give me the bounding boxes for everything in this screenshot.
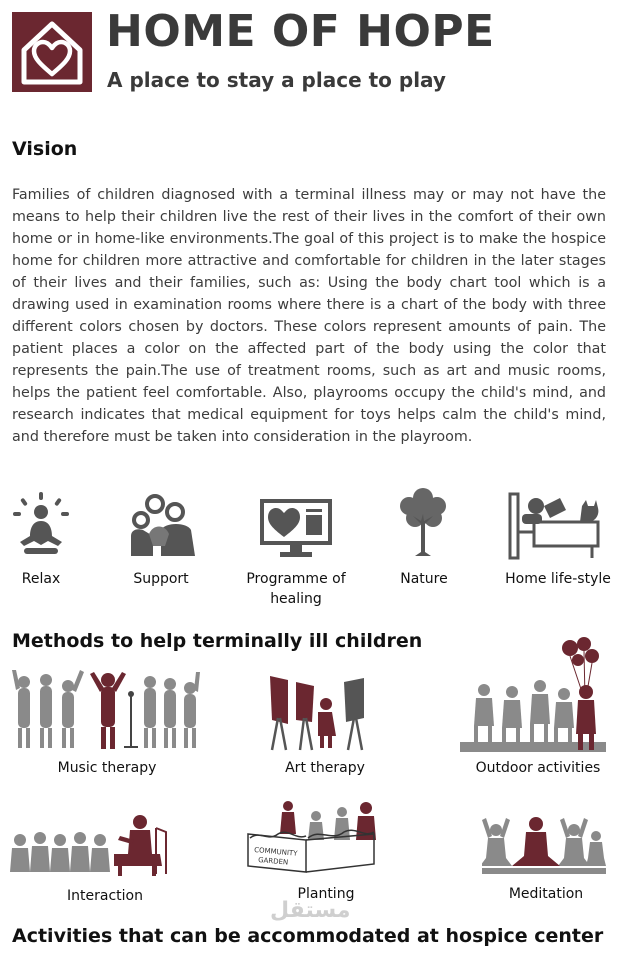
group-meditation-icon <box>482 814 606 880</box>
tree-icon <box>397 486 449 562</box>
page-subtitle: A place to stay a place to play <box>107 68 446 92</box>
methods-heading: Methods to help terminally ill children <box>12 630 423 652</box>
feature-label-support: Support <box>133 571 189 587</box>
feature-label-nature: Nature <box>400 571 448 587</box>
method-label-outdoor-activities: Outdoor activities <box>475 760 601 776</box>
watermark: مستقل <box>270 898 351 923</box>
feature-label-home-life-style: Home life-style <box>505 571 611 587</box>
svg-text:COMMUNITY: COMMUNITY <box>253 846 298 858</box>
children-playing-balloons-icon <box>460 636 606 758</box>
method-label-art-therapy: Art therapy <box>285 760 365 776</box>
method-label-planting: Planting <box>297 886 355 902</box>
family-support-icon <box>125 494 197 564</box>
method-label-interaction: Interaction <box>67 888 143 904</box>
activities-heading: Activities that can be accommodated at hospice center <box>12 925 604 947</box>
home-heart-logo <box>12 12 92 92</box>
vision-paragraph: Families of children diagnosed with a terminal illness may or may not have the means to help their children live the rest of their lives in the comfort of their own home or in home-like environments.The goal of this project is to make the hospice home for children more attractive and comfortable for children in the later stages of their lives and their families, such as: Using the body chart tool which is a drawing used in examination rooms where there is a chart of the body with three different colors chosen by doctors. These colors represent amounts of pain. The patient places a color on the affected part of the body using the color that represents the pain.The use of treatment rooms, such as art and music rooms, helps the patient feel comfortable. Also, playrooms occupy the child's mind, and research indicates that medical equipment for toys helps calm the child's mind, and therefore must be taken into consideration in the playroom. <box>12 187 606 445</box>
meditation-person-icon <box>10 490 72 564</box>
feature-label-relax: Relax <box>21 571 61 587</box>
easels-painting-icon <box>266 674 370 756</box>
bed-reading-icon <box>508 492 602 564</box>
method-label-meditation: Meditation <box>508 886 584 902</box>
svg-text:GARDEN: GARDEN <box>257 856 289 867</box>
feature-label-programme-of-healing: Programme of healing <box>246 571 346 607</box>
community-garden-icon <box>246 800 380 880</box>
monitor-heart-icon <box>258 497 334 563</box>
page-title: HOME OF HOPE <box>106 6 495 57</box>
storytelling-group-icon <box>10 814 170 880</box>
method-label-music-therapy: Music therapy <box>57 760 157 776</box>
vision-heading: Vision <box>12 138 78 160</box>
children-singing-icon <box>10 666 202 758</box>
